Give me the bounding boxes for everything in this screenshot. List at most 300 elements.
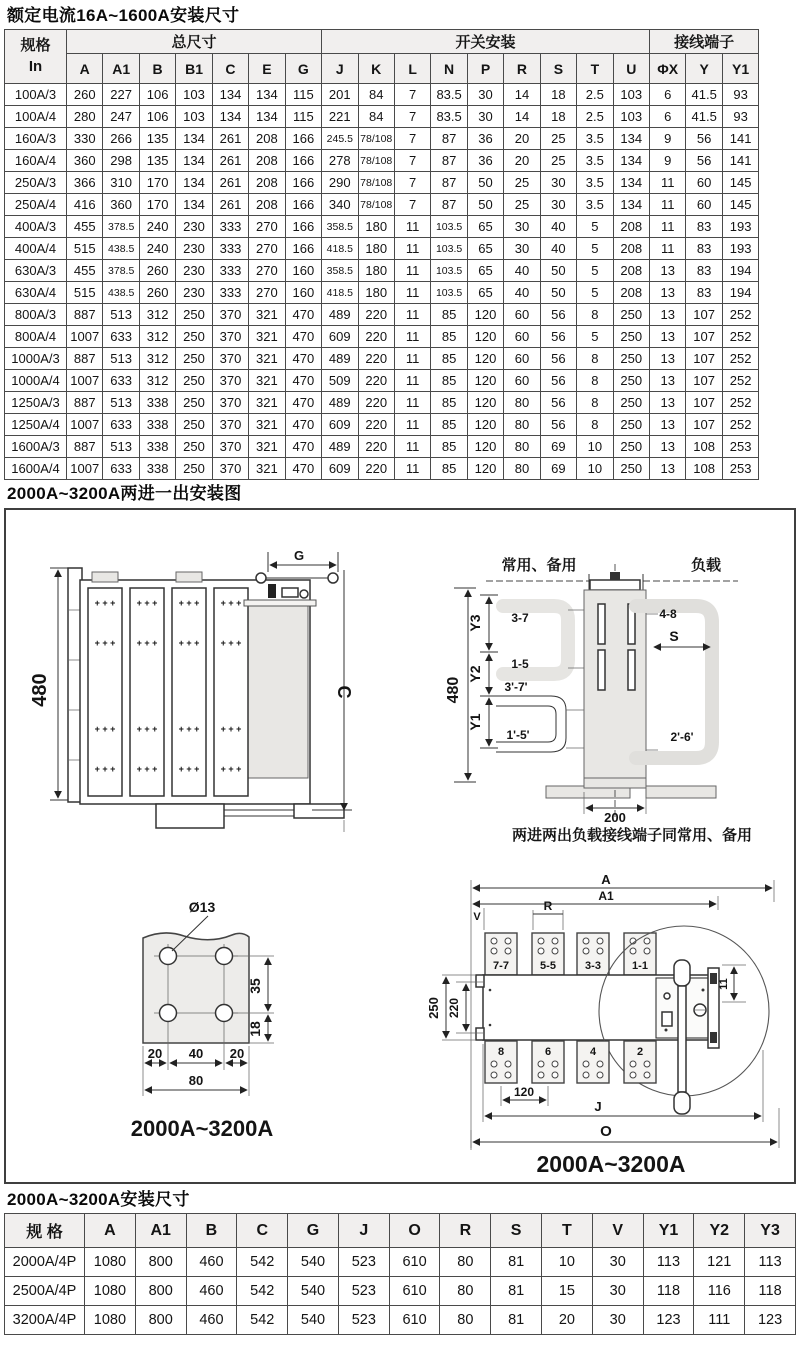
value-cell: 80 [504, 414, 540, 436]
value-cell: 13 [650, 392, 686, 414]
value-cell: 9 [650, 150, 686, 172]
value-cell: 280 [67, 106, 103, 128]
terminal-view-drawing [445, 556, 752, 844]
value-cell: 113 [745, 1248, 796, 1277]
value-cell: 230 [176, 238, 212, 260]
value-cell: 489 [322, 348, 358, 370]
value-cell: 312 [139, 304, 175, 326]
column-header: E [249, 54, 285, 84]
value-cell: 30 [540, 172, 576, 194]
dim-O: O [600, 1123, 612, 1140]
dim-R: R [543, 899, 553, 913]
value-cell: 56 [540, 370, 576, 392]
spec-cell: 2000A/4P [5, 1248, 85, 1277]
value-cell: 310 [103, 172, 139, 194]
value-cell: 227 [103, 84, 139, 106]
value-cell: 438.5 [103, 282, 139, 304]
value-cell: 253 [722, 458, 758, 480]
spec-cell: 1000A/4 [5, 370, 67, 392]
value-cell: 145 [722, 172, 758, 194]
dim-V: V [473, 911, 481, 923]
spec-row [5, 1248, 796, 1277]
dim-35: 35 [247, 978, 263, 994]
value-cell: 338 [139, 436, 175, 458]
terminal-plus-marks: + + + [178, 638, 200, 648]
terminal-plus-marks: + + + [220, 598, 242, 608]
terminal-plus-marks: + + + [136, 724, 158, 734]
dim-A1: A1 [598, 889, 614, 903]
value-cell: 270 [249, 216, 285, 238]
column-header: Y2 [694, 1214, 745, 1248]
value-cell: 250 [176, 436, 212, 458]
spec-cell: 1250A/3 [5, 392, 67, 414]
value-cell: 321 [249, 370, 285, 392]
value-cell: 378.5 [103, 260, 139, 282]
column-header: T [577, 54, 613, 84]
value-cell: 103.5 [431, 260, 467, 282]
value-cell: 13 [650, 326, 686, 348]
column-header: T [542, 1214, 593, 1248]
column-header: Y3 [745, 1214, 796, 1248]
value-cell: 56 [540, 392, 576, 414]
column-header: B [186, 1214, 237, 1248]
value-cell: 321 [249, 436, 285, 458]
value-cell: 120 [467, 414, 503, 436]
value-cell: 290 [322, 172, 358, 194]
spec-cell: 630A/3 [5, 260, 67, 282]
value-cell: 540 [288, 1306, 339, 1335]
value-cell: 85 [431, 436, 467, 458]
value-cell: 5 [577, 216, 613, 238]
dim-J: J [594, 1099, 602, 1114]
terminal-plus-marks: + + + [220, 724, 242, 734]
value-cell: 36 [467, 150, 503, 172]
value-cell: 470 [285, 414, 321, 436]
value-cell: 9 [650, 128, 686, 150]
t1-body [5, 84, 796, 480]
rated-current-dimensions-table [4, 29, 796, 480]
column-header: P [467, 54, 503, 84]
value-cell: 180 [358, 282, 394, 304]
dim-20-right: 20 [229, 1046, 245, 1061]
spec-header-line2: In [28, 57, 43, 75]
value-cell: 321 [249, 326, 285, 348]
value-cell: 85 [431, 392, 467, 414]
spec-cell: 160A/3 [5, 128, 67, 150]
value-cell: 201 [322, 84, 358, 106]
value-cell: 11 [394, 304, 430, 326]
value-cell: 208 [249, 172, 285, 194]
column-header: Y [686, 54, 722, 84]
value-cell: 5 [577, 326, 613, 348]
value-cell: 121 [694, 1248, 745, 1277]
terminal-plus-marks: + + + [94, 764, 116, 774]
value-cell: 523 [338, 1248, 389, 1277]
value-cell: 107 [686, 348, 722, 370]
value-cell: 85 [431, 414, 467, 436]
value-cell: 250 [613, 436, 649, 458]
value-cell: 134 [249, 106, 285, 128]
value-cell: 489 [322, 392, 358, 414]
column-header: J [322, 54, 358, 84]
value-cell: 338 [139, 458, 175, 480]
value-cell: 81 [491, 1248, 542, 1277]
value-cell: 13 [650, 282, 686, 304]
value-cell: 87 [431, 150, 467, 172]
value-cell: 78/108 [358, 194, 394, 216]
value-cell: 13 [650, 414, 686, 436]
value-cell: 30 [504, 238, 540, 260]
value-cell: 106 [139, 84, 175, 106]
value-cell: 134 [176, 194, 212, 216]
value-cell: 338 [139, 414, 175, 436]
terminal-4-8-label: 4-8 [659, 607, 677, 621]
value-cell: 11 [394, 348, 430, 370]
value-cell: 25 [504, 172, 540, 194]
value-cell: 83 [686, 238, 722, 260]
value-cell: 470 [285, 392, 321, 414]
value-cell: 78/108 [358, 172, 394, 194]
spec-cell: 3200A/4P [5, 1306, 85, 1335]
value-cell: 333 [212, 260, 248, 282]
column-header: A1 [103, 54, 139, 84]
value-cell: 134 [212, 84, 248, 106]
value-cell: 370 [212, 414, 248, 436]
value-cell: 370 [212, 436, 248, 458]
spec-cell: 400A/4 [5, 238, 67, 260]
value-cell: 93 [722, 106, 758, 128]
pad-1-1-label: 1-1 [632, 960, 648, 972]
value-cell: 85 [431, 458, 467, 480]
value-cell: 220 [358, 370, 394, 392]
spec-cell: 1250A/4 [5, 414, 67, 436]
dim-200: 200 [604, 810, 626, 825]
value-cell: 250 [176, 458, 212, 480]
value-cell: 13 [650, 458, 686, 480]
value-cell: 30 [540, 194, 576, 216]
spec-row [5, 238, 796, 260]
column-header: G [288, 1214, 339, 1248]
value-cell: 333 [212, 282, 248, 304]
spec-row [5, 348, 796, 370]
column-header: R [504, 54, 540, 84]
value-cell: 1080 [85, 1277, 136, 1306]
value-cell: 633 [103, 458, 139, 480]
value-cell: 11 [394, 370, 430, 392]
value-cell: 208 [613, 282, 649, 304]
value-cell: 321 [249, 304, 285, 326]
value-cell: 8 [577, 370, 613, 392]
value-cell: 261 [212, 150, 248, 172]
column-header: A [85, 1214, 136, 1248]
spec-cell: 2500A/4P [5, 1277, 85, 1306]
spec-row [5, 326, 796, 348]
value-cell: 120 [467, 436, 503, 458]
value-cell: 193 [722, 216, 758, 238]
column-header: J [338, 1214, 389, 1248]
value-cell: 220 [358, 436, 394, 458]
value-cell: 370 [212, 370, 248, 392]
value-cell: 11 [394, 282, 430, 304]
value-cell: 81 [491, 1277, 542, 1306]
value-cell: 115 [285, 106, 321, 128]
value-cell: 312 [139, 326, 175, 348]
value-cell: 193 [722, 238, 758, 260]
value-cell: 87 [431, 128, 467, 150]
value-cell: 3.5 [577, 150, 613, 172]
value-cell: 610 [389, 1248, 440, 1277]
value-cell: 208 [249, 150, 285, 172]
value-cell: 111 [694, 1306, 745, 1335]
dim-80: 80 [188, 1073, 204, 1088]
value-cell: 60 [504, 370, 540, 392]
terminal-3p-7p-label: 3'-7' [504, 680, 528, 694]
spec-cell: 250A/3 [5, 172, 67, 194]
value-cell: 113 [643, 1248, 694, 1277]
dim-Y2: Y2 [467, 665, 483, 683]
value-cell: 134 [176, 172, 212, 194]
value-cell: 418.5 [322, 238, 358, 260]
value-cell: 321 [249, 392, 285, 414]
value-cell: 123 [745, 1306, 796, 1335]
value-cell: 220 [358, 414, 394, 436]
value-cell: 1080 [85, 1306, 136, 1335]
value-cell: 220 [358, 348, 394, 370]
pad-8-label: 8 [497, 1046, 505, 1058]
value-cell: 145 [722, 194, 758, 216]
installation-dimensions-table [4, 1213, 796, 1335]
column-group-header: 总尺寸 [67, 30, 322, 54]
value-cell: 134 [212, 106, 248, 128]
value-cell: 180 [358, 238, 394, 260]
value-cell: 107 [686, 370, 722, 392]
value-cell: 370 [212, 326, 248, 348]
value-cell: 103.5 [431, 282, 467, 304]
value-cell: 370 [212, 458, 248, 480]
value-cell: 5 [577, 260, 613, 282]
value-cell: 312 [139, 348, 175, 370]
value-cell: 116 [694, 1277, 745, 1306]
value-cell: 3.5 [577, 172, 613, 194]
value-cell: 78/108 [358, 128, 394, 150]
value-cell: 65 [467, 238, 503, 260]
terminal-plus-marks: + + + [220, 764, 242, 774]
value-cell: 230 [176, 216, 212, 238]
value-cell: 107 [686, 304, 722, 326]
value-cell: 11 [394, 216, 430, 238]
value-cell: 65 [467, 282, 503, 304]
value-cell: 470 [285, 348, 321, 370]
value-cell: 13 [650, 370, 686, 392]
value-cell: 609 [322, 414, 358, 436]
terminal-caption: 两进两出负载接线端子同常用、备用 [511, 827, 753, 844]
value-cell: 93 [722, 84, 758, 106]
value-cell: 103 [176, 84, 212, 106]
value-cell: 515 [67, 238, 103, 260]
value-cell: 50 [467, 172, 503, 194]
value-cell: 107 [686, 392, 722, 414]
value-cell: 11 [394, 414, 430, 436]
column-header: ΦX [650, 54, 686, 84]
spec-row [5, 84, 796, 106]
value-cell: 470 [285, 326, 321, 348]
spec-row [5, 106, 796, 128]
value-cell: 103 [613, 106, 649, 128]
dim-220: 220 [447, 997, 461, 1019]
value-cell: 418.5 [322, 282, 358, 304]
spec-row [5, 216, 796, 238]
value-cell: 41.5 [686, 106, 722, 128]
value-cell: 887 [67, 304, 103, 326]
value-cell: 83 [686, 260, 722, 282]
spec-cell: 800A/4 [5, 326, 67, 348]
t1-group-row [5, 30, 796, 54]
section2-title: 2000A~3200A两进一出安装图 [7, 484, 242, 503]
value-cell: 800 [135, 1248, 186, 1277]
value-cell: 338 [139, 392, 175, 414]
value-cell: 25 [504, 194, 540, 216]
value-cell: 60 [504, 348, 540, 370]
value-cell: 250 [613, 458, 649, 480]
spec-cell: 100A/4 [5, 106, 67, 128]
value-cell: 120 [467, 304, 503, 326]
value-cell: 250 [613, 348, 649, 370]
value-cell: 134 [176, 150, 212, 172]
hole-diameter-label: Ø13 [188, 899, 216, 915]
spec-cell: 160A/4 [5, 150, 67, 172]
value-cell: 208 [613, 216, 649, 238]
spec-cell: 630A/4 [5, 282, 67, 304]
spec-row [5, 304, 796, 326]
terminal-plus-marks: + + + [178, 764, 200, 774]
value-cell: 1007 [67, 326, 103, 348]
value-cell: 240 [139, 216, 175, 238]
value-cell: 60 [504, 326, 540, 348]
value-cell: 633 [103, 326, 139, 348]
dim-Y3: Y3 [467, 614, 483, 632]
installation-diagram-panel [4, 508, 796, 1184]
terminal-plus-marks: + + + [136, 638, 158, 648]
value-cell: 40 [540, 238, 576, 260]
value-cell: 5 [577, 282, 613, 304]
value-cell: 194 [722, 260, 758, 282]
value-cell: 330 [67, 128, 103, 150]
value-cell: 30 [592, 1248, 643, 1277]
value-cell: 36 [467, 128, 503, 150]
value-cell: 134 [613, 128, 649, 150]
value-cell: 20 [542, 1306, 593, 1335]
value-cell: 103.5 [431, 216, 467, 238]
value-cell: 60 [686, 194, 722, 216]
dim-S: S [669, 628, 679, 644]
value-cell: 887 [67, 436, 103, 458]
value-cell: 135 [139, 128, 175, 150]
column-header: S [540, 54, 576, 84]
column-header: C [237, 1214, 288, 1248]
value-cell: 6 [650, 106, 686, 128]
value-cell: 370 [212, 348, 248, 370]
value-cell: 194 [722, 282, 758, 304]
value-cell: 1007 [67, 414, 103, 436]
column-header: S [491, 1214, 542, 1248]
terminal-1p-5p-label: 1'-5' [506, 728, 530, 742]
pad-3-3-label: 3-3 [585, 960, 601, 972]
value-cell: 252 [722, 414, 758, 436]
value-cell: 18 [540, 106, 576, 128]
value-cell: 134 [613, 150, 649, 172]
value-cell: 11 [650, 238, 686, 260]
value-cell: 358.5 [322, 260, 358, 282]
terminal-1-5-label: 1-5 [511, 657, 529, 671]
value-cell: 312 [139, 370, 175, 392]
value-cell: 360 [67, 150, 103, 172]
value-cell: 80 [440, 1277, 491, 1306]
value-cell: 14 [504, 84, 540, 106]
value-cell: 166 [285, 172, 321, 194]
value-cell: 141 [722, 150, 758, 172]
value-cell: 65 [467, 260, 503, 282]
value-cell: 250 [613, 326, 649, 348]
spec-row [5, 370, 796, 392]
value-cell: 84 [358, 84, 394, 106]
value-cell: 460 [186, 1248, 237, 1277]
dim-120: 120 [513, 1085, 535, 1099]
value-cell: 85 [431, 348, 467, 370]
value-cell: 11 [394, 392, 430, 414]
spec-row [5, 1277, 796, 1306]
value-cell: 416 [67, 194, 103, 216]
t2-body [5, 1248, 796, 1335]
value-cell: 208 [613, 238, 649, 260]
value-cell: 470 [285, 370, 321, 392]
value-cell: 166 [285, 216, 321, 238]
value-cell: 11 [394, 260, 430, 282]
value-cell: 11 [394, 458, 430, 480]
value-cell: 7 [394, 150, 430, 172]
value-cell: 360 [103, 194, 139, 216]
value-cell: 7 [394, 194, 430, 216]
top-terminal-pads [485, 933, 656, 975]
value-cell: 250 [613, 304, 649, 326]
value-cell: 134 [613, 172, 649, 194]
terminal-plus-marks: + + + [178, 724, 200, 734]
value-cell: 333 [212, 216, 248, 238]
value-cell: 321 [249, 458, 285, 480]
value-cell: 56 [686, 150, 722, 172]
value-cell: 633 [103, 370, 139, 392]
value-cell: 370 [212, 392, 248, 414]
value-cell: 5 [577, 238, 613, 260]
value-cell: 270 [249, 238, 285, 260]
value-cell: 7 [394, 172, 430, 194]
t2-header-row [5, 1214, 796, 1248]
spec-cell: 800A/3 [5, 304, 67, 326]
value-cell: 3.5 [577, 194, 613, 216]
spec-row [5, 282, 796, 304]
value-cell: 103.5 [431, 238, 467, 260]
value-cell: 85 [431, 304, 467, 326]
value-cell: 166 [285, 128, 321, 150]
column-header: V [592, 1214, 643, 1248]
value-cell: 85 [431, 370, 467, 392]
value-cell: 8 [577, 348, 613, 370]
value-cell: 83 [686, 282, 722, 304]
value-cell: 10 [577, 458, 613, 480]
value-cell: 3.5 [577, 128, 613, 150]
value-cell: 2.5 [577, 84, 613, 106]
value-cell: 515 [67, 282, 103, 304]
spec-row [5, 436, 796, 458]
